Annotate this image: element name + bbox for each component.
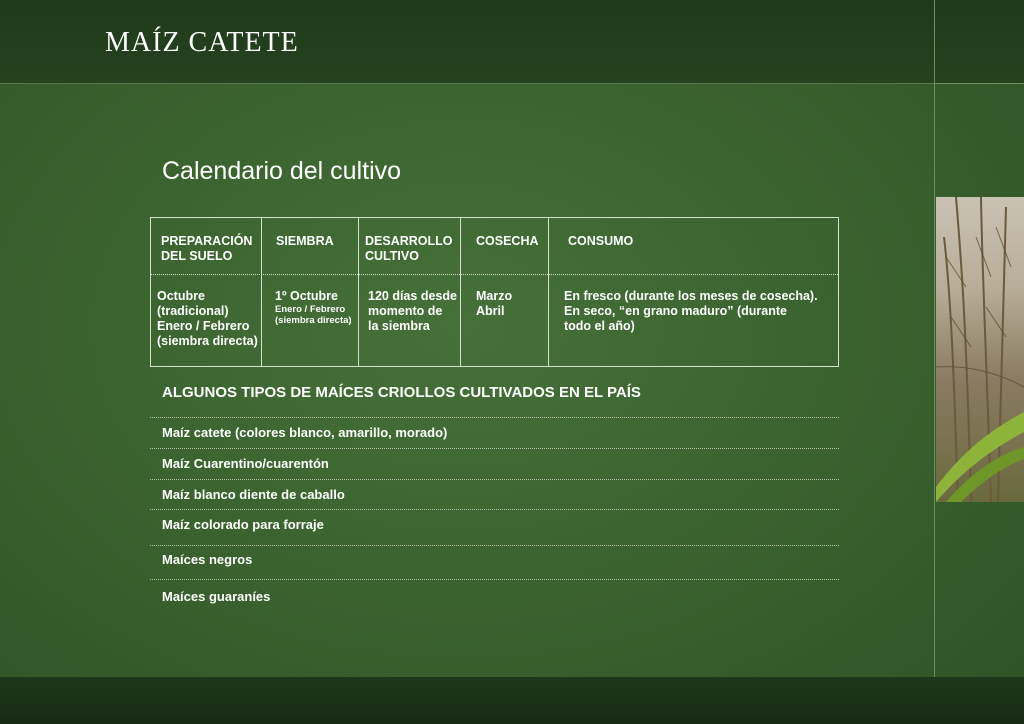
list-item: Maíces negros [162,552,253,567]
header-siembra: SIEMBRA [276,234,334,248]
corn-plant-illustration [936,197,1024,502]
list-item: Maíz Cuarentino/cuarentón [162,456,329,471]
list-item: Maíz blanco diente de caballo [162,487,345,502]
calendar-heading: Calendario del cultivo [162,157,402,185]
list-separator [150,509,839,510]
types-heading: ALGUNOS TIPOS DE MAÍCES CRIOLLOS CULTIVADOS EN EL PAÍS [162,384,641,401]
header-desarrollo: DESARROLLO CULTIVO [365,234,453,263]
crop-calendar-table [150,217,839,367]
list-item: Maíz colorado para forraje [162,517,324,532]
corn-plant-photo [936,197,1024,502]
column-divider [548,218,549,366]
list-item: Maíces guaraníes [162,589,271,604]
list-item: Maíz catete (colores blanco, amarillo, morado) [162,425,448,440]
list-separator [150,448,839,449]
page-title: MAÍZ CATETE [105,27,299,58]
value-desarrollo: 120 días desde momento de la siembra [368,289,457,333]
header-consumo: CONSUMO [568,234,634,248]
header-cosecha: COSECHA [476,234,539,248]
value-preparacion: Octubre (tradicional) Enero / Febrero (siembra directa) [157,289,258,348]
header-divider-right [934,83,1024,84]
list-separator [150,479,839,480]
column-divider [358,218,359,366]
value-siembra: 1º Octubre Enero / Febrero (siembra directa) [275,289,352,326]
header-separator [151,274,838,275]
column-divider [460,218,461,366]
list-separator [150,545,839,546]
vertical-divider [934,0,935,677]
list-separator [150,417,839,418]
list-separator [150,579,839,580]
footer-band [0,677,1024,724]
column-divider [261,218,262,366]
value-cosecha: Marzo Abril [476,289,513,318]
value-consumo: En fresco (durante los meses de cosecha). En seco, “en grano maduro” (durante todo el año) [564,289,818,333]
header-preparacion: PREPARACIÓN DEL SUELO [161,234,253,263]
